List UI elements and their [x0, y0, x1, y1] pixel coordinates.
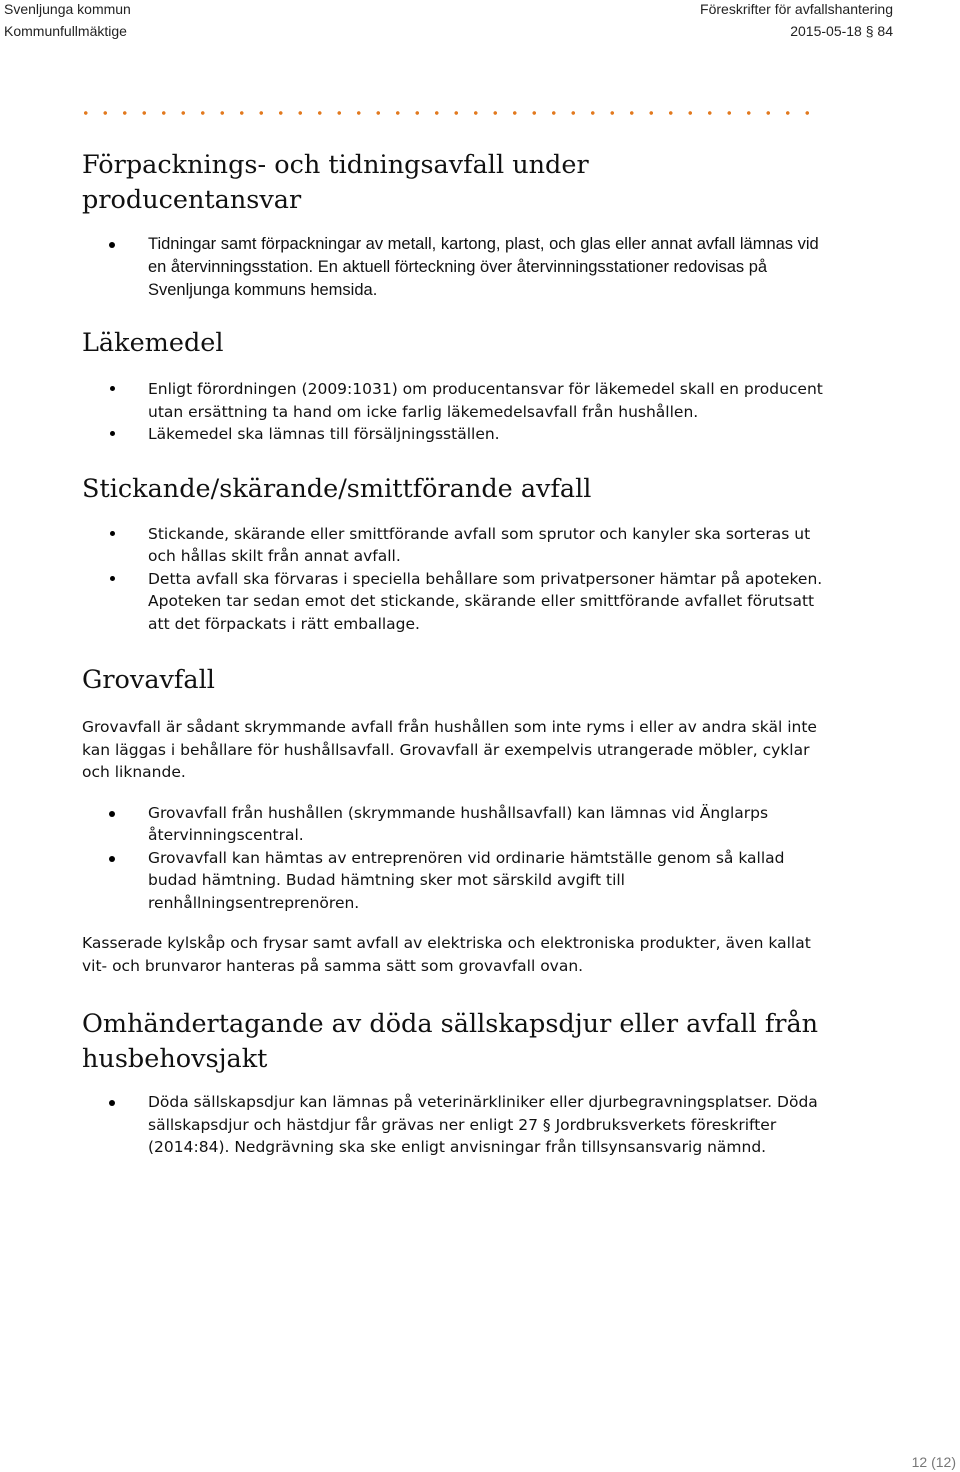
paragraph-grovavfall-intro: Grovavfall är sådant skrymmande avfall från hushållen som inte ryms i eller av andra skäl inte kan läggas i behållare för hushållsavfall. Grovavfall är exempelvis utrangerade möbler, cyklar och liknande. — [82, 718, 817, 781]
list-sallskapsdjur — [82, 1091, 827, 1159]
section-title-forpackning: Förpacknings- och tidningsavfall under producentansvar — [82, 150, 589, 215]
list-lakemedel — [82, 378, 827, 446]
list-item: Detta avfall ska förvaras i speciella behållare som privatpersoner hämtar på apoteken. Apoteken tar sedan emot det stickande, skärande eller smittförande avfallet förutsatt att det förpackats i rätt emballage. — [82, 568, 827, 636]
header-doc-title: Föreskrifter för avfallshantering — [700, 1, 893, 17]
list-item: Grovavfall från hushållen (skrymmande hushållsavfall) kan lämnas vid Änglarps återvinningscentral. — [82, 802, 827, 847]
page-number: 12 (12) — [911, 1454, 956, 1470]
list-item: Döda sällskapsdjur kan lämnas på veterinärkliniker eller djurbegravningsplatser. Döda sällskapsdjur och hästdjur får grävas ner enligt 27 § Jordbruksverkets föreskrifter (2014:84). Nedgrävning ska ske enligt anvisningar från tillsynsansvarig nämnd. — [82, 1091, 827, 1159]
list-item: Tidningar samt förpackningar av metall, kartong, plast, och glas eller annat avfall lämnas vid en återvinningsstation. En aktuell förteckning över återvinningsstationer redovisas på Svenljunga kommuns hemsida. — [82, 233, 827, 302]
main-content — [82, 148, 827, 1159]
list-item: Stickande, skärande eller smittförande avfall som sprutor och kanyler ska sorteras ut och hållas skilt från annat avfall. — [82, 523, 827, 568]
header-body: Kommunfullmäktige — [4, 23, 127, 39]
list-item: Enligt förordningen (2009:1031) om producentansvar för läkemedel skall en producent utan ersättning ta hand om icke farlig läkemedelsavfall från hushållen. — [82, 378, 827, 423]
section-title-lakemedel: Läkemedel — [82, 328, 224, 358]
section-title-grovavfall: Grovavfall — [82, 665, 215, 695]
header-org: Svenljunga kommun — [4, 1, 131, 17]
list-item: Grovavfall kan hämtas av entreprenören vid ordinarie hämtställe genom så kallad budad hämtning. Budad hämtning sker mot särskild avgift till renhållningsentreprenören. — [82, 847, 827, 915]
paragraph-grovavfall-outro: Kasserade kylskåp och frysar samt avfall av elektriska och elektroniska produkter, även kallat vit- och brunvaror hanteras på samma sätt som grovavfall ovan. — [82, 934, 811, 975]
list-item: Läkemedel ska lämnas till försäljningsställen. — [82, 423, 827, 446]
section-title-sallskapsdjur: Omhändertagande av döda sällskapsdjur eller avfall från husbehovsjakt — [82, 1009, 819, 1074]
list-stickande — [82, 523, 827, 636]
list-forpackning — [82, 233, 827, 302]
section-title-stickande: Stickande/skärande/smittförande avfall — [82, 473, 592, 504]
dotted-divider — [76, 110, 821, 116]
list-grovavfall — [82, 802, 827, 915]
header-date-page: 2015-05-18 § 84 — [790, 23, 893, 39]
